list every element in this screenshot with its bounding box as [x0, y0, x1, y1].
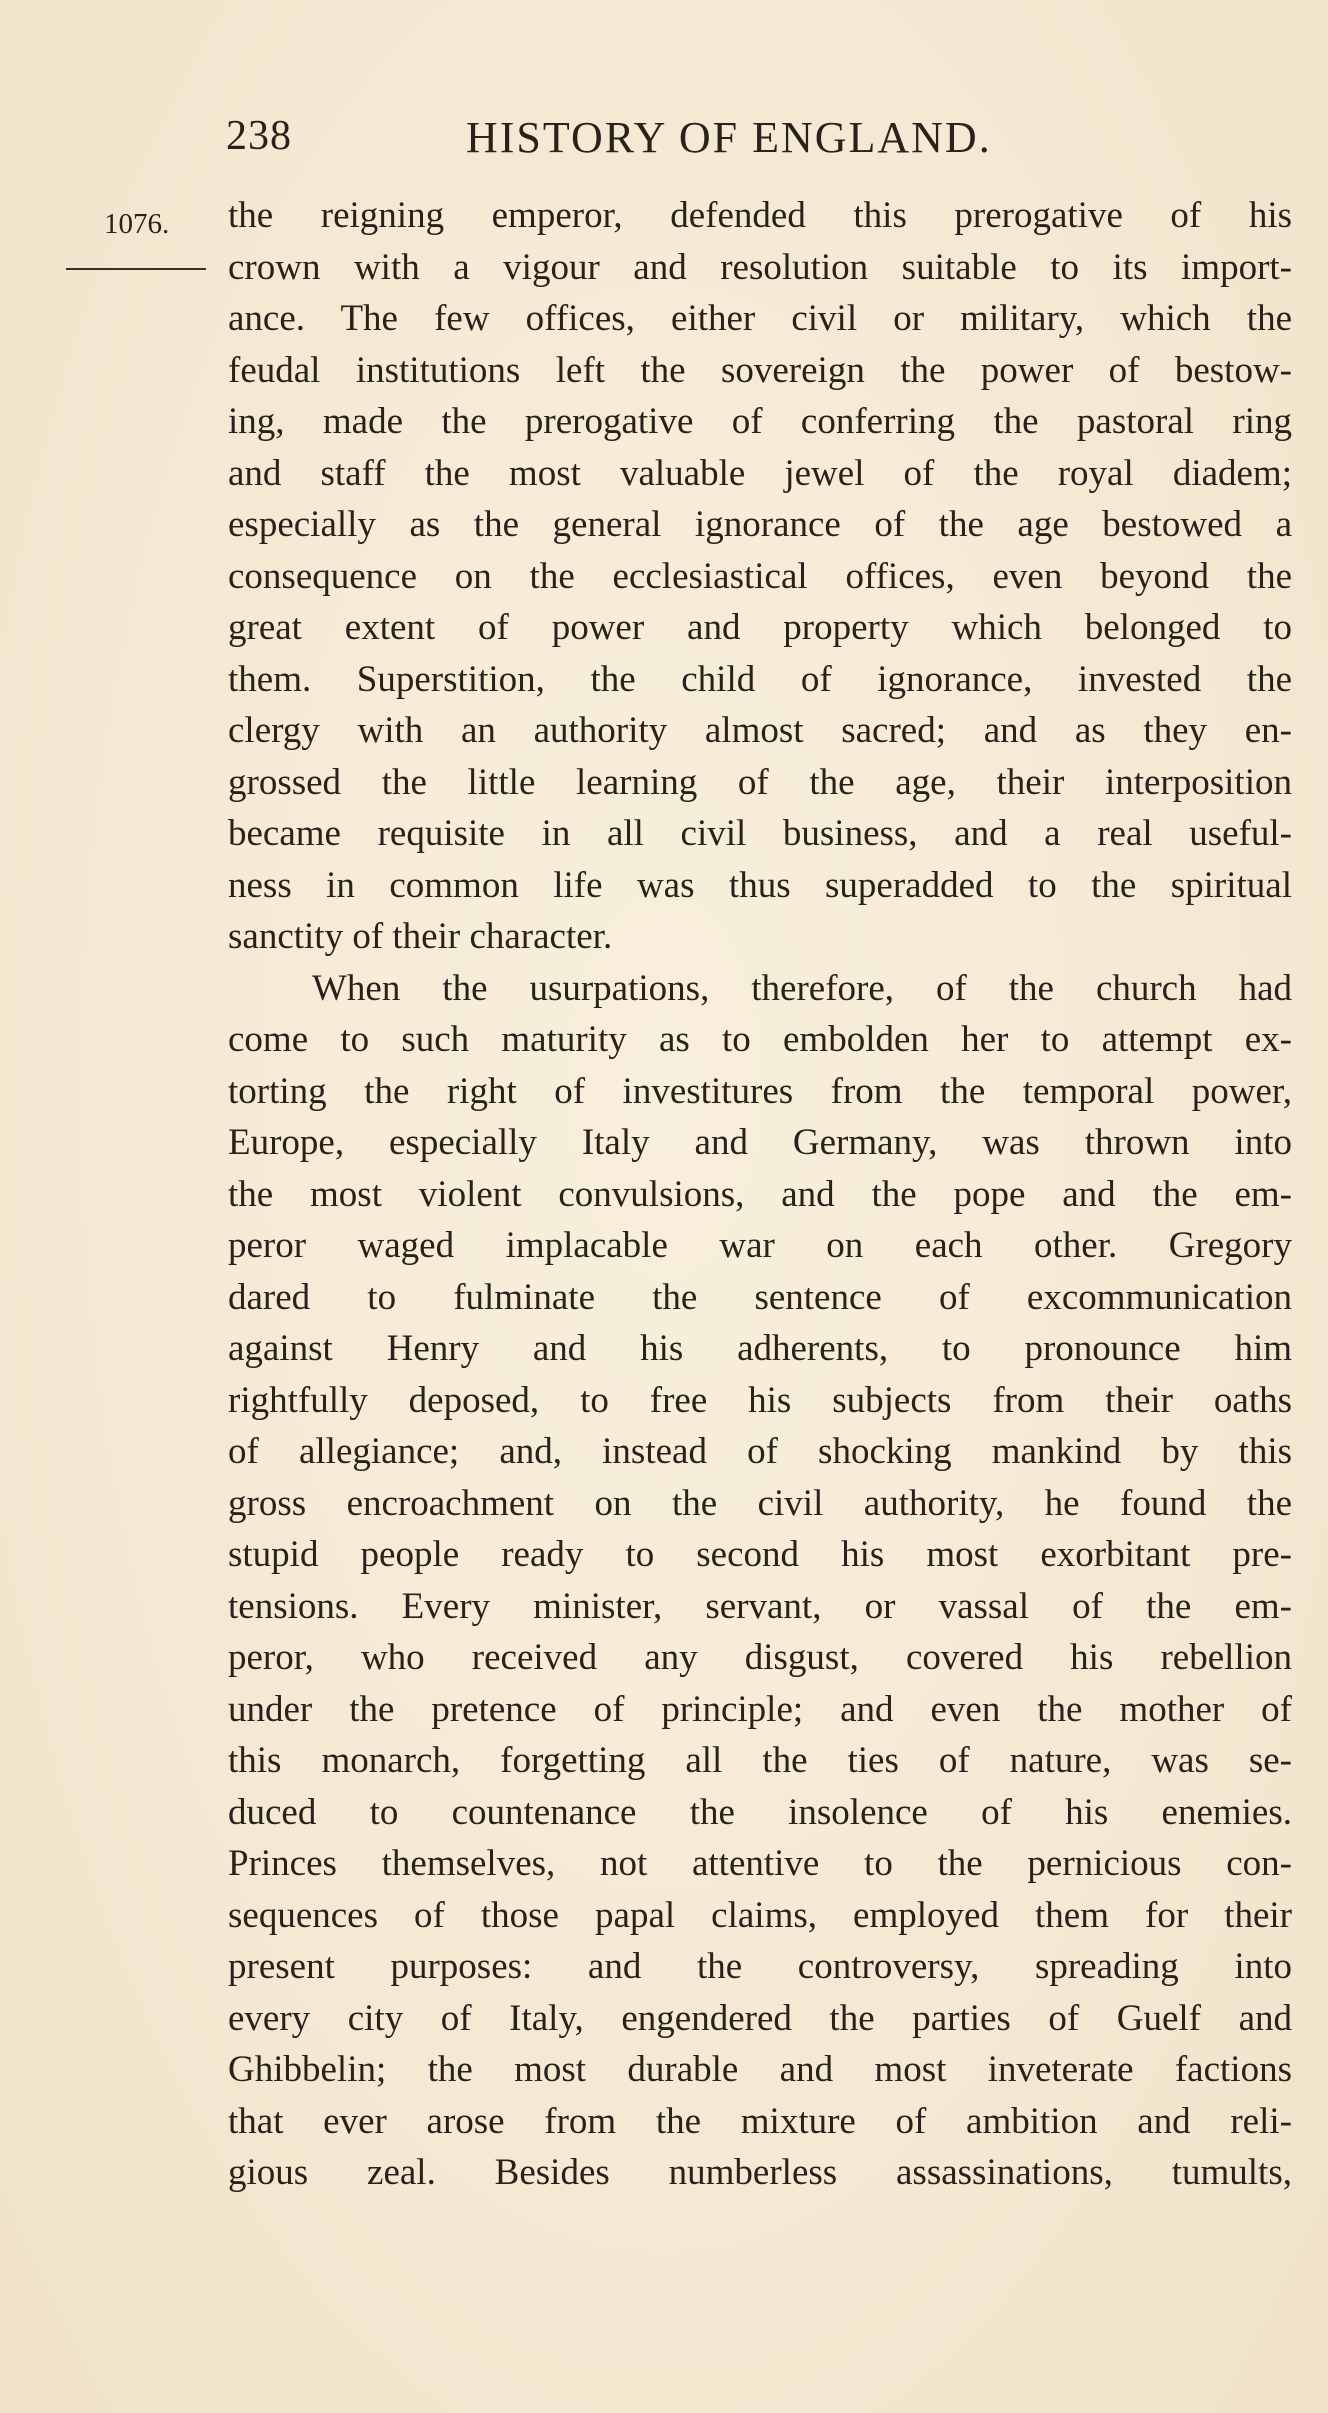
- text-line: clergy with an authority almost sacred; and as they en-: [228, 710, 1292, 751]
- text-line: of allegiance; and, instead of shocking mankind by this: [228, 1431, 1292, 1472]
- text-line: Princes themselves, not attentive to the pernicious con-: [228, 1843, 1292, 1884]
- text-line: stupid people ready to second his most exorbitant pre-: [228, 1534, 1292, 1575]
- text-line: dared to fulminate the sentence of excommunication: [228, 1276, 1292, 1318]
- text-line: that ever arose from the mixture of ambition and reli-: [228, 2100, 1292, 2142]
- text-line: grossed the little learning of the age, their interposition: [228, 761, 1292, 803]
- text-line: especially as the general ignorance of the age bestowed a: [228, 504, 1292, 545]
- text-line: the reigning emperor, defended this prerogative of his: [228, 195, 1292, 236]
- text-line: this monarch, forgetting all the ties of nature, was se-: [228, 1740, 1292, 1781]
- text-line: under the pretence of principle; and even the mother of: [228, 1688, 1292, 1730]
- text-line: When the usurpations, therefore, of the church had: [312, 967, 1292, 1009]
- marginal-year-note: 1076.: [104, 208, 170, 240]
- running-head: [226, 112, 1296, 172]
- text-line: against Henry and his adherents, to pronounce him: [228, 1328, 1292, 1369]
- text-line: sequences of those papal claims, employed them for their: [228, 1894, 1292, 1936]
- text-line: duced to countenance the insolence of his enemies.: [228, 1791, 1292, 1833]
- text-line: every city of Italy, engendered the parties of Guelf and: [228, 1997, 1292, 2039]
- text-line: present purposes: and the controversy, spreading into: [228, 1946, 1292, 1987]
- text-line: the most violent convulsions, and the pope and the em-: [228, 1173, 1292, 1215]
- text-line: come to such maturity as to embolden her to attempt ex-: [228, 1019, 1292, 1060]
- body-text: [228, 190, 1292, 2199]
- text-line: rightfully deposed, to free his subjects from their oaths: [228, 1379, 1292, 1421]
- text-line: torting the right of investitures from the temporal power,: [228, 1070, 1292, 1112]
- page-number: 238: [226, 113, 292, 159]
- text-line: Europe, especially Italy and Germany, was thrown into: [228, 1122, 1292, 1163]
- text-line: great extent of power and property which belonged to: [228, 607, 1292, 648]
- text-line: peror, who received any disgust, covered his rebellion: [228, 1637, 1292, 1678]
- text-line: gross encroachment on the civil authority, he found the: [228, 1482, 1292, 1524]
- text-line: crown with a vigour and resolution suitable to its import-: [228, 246, 1292, 288]
- text-line: Ghibbelin; the most durable and most inveterate factions: [228, 2049, 1292, 2090]
- text-line: tensions. Every minister, servant, or vassal of the em-: [228, 1585, 1292, 1627]
- text-line: them. Superstition, the child of ignorance, invested the: [228, 658, 1292, 700]
- page-title: HISTORY OF ENGLAND.: [466, 113, 992, 162]
- text-line: became requisite in all civil business, and a real useful-: [228, 813, 1292, 854]
- text-line: ness in common life was thus superadded to the spiritual: [228, 864, 1292, 906]
- text-line: ance. The few offices, either civil or military, which the: [228, 298, 1292, 339]
- text-line: ing, made the prerogative of conferring the pastoral ring: [228, 401, 1292, 442]
- text-line: gious zeal. Besides numberless assassinations, tumults,: [228, 2152, 1292, 2193]
- text-line: sanctity of their character.: [228, 916, 613, 957]
- text-line: and staff the most valuable jewel of the royal diadem;: [228, 452, 1292, 494]
- text-line: consequence on the ecclesiastical offices, even beyond the: [228, 555, 1292, 597]
- marginal-rule: [66, 268, 206, 270]
- text-line: peror waged implacable war on each other. Gregory: [228, 1225, 1292, 1266]
- text-line: feudal institutions left the sovereign the power of bestow-: [228, 349, 1292, 391]
